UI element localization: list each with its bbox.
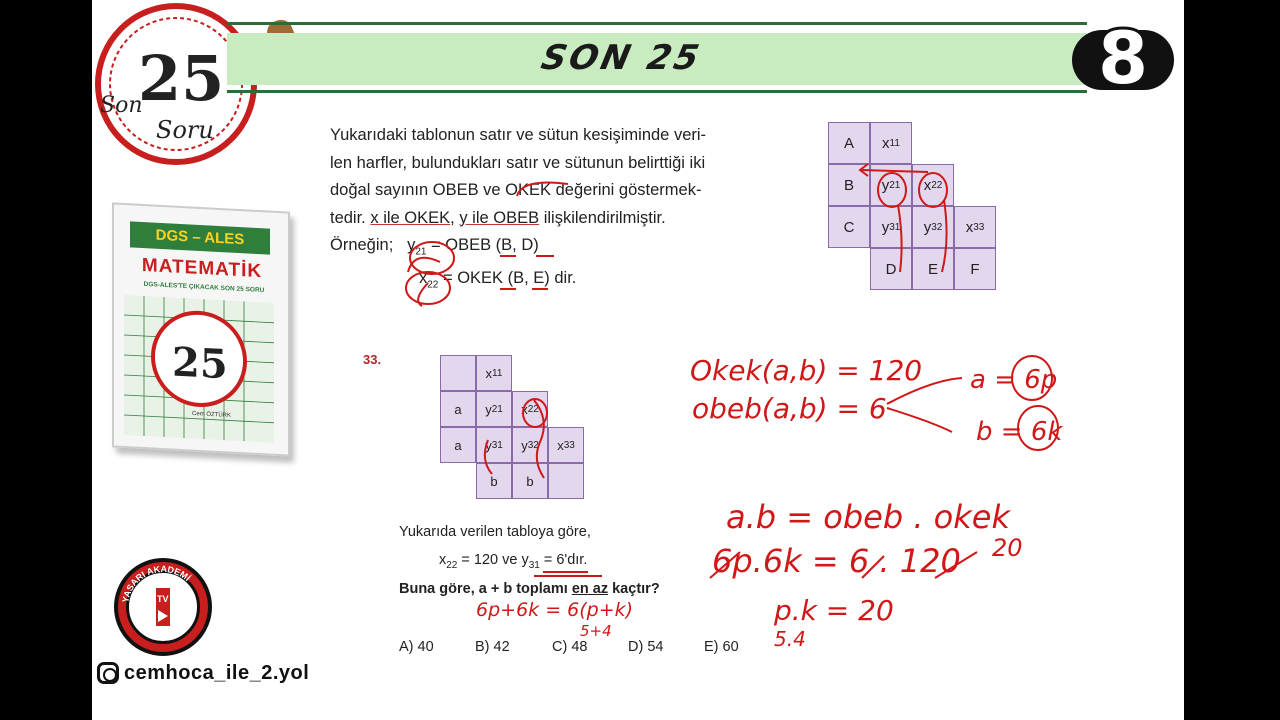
example-var: x [419,269,428,287]
intro-text: tedir. [330,208,366,227]
intro-x-okek: x ile OKEK [370,208,451,227]
svg-text:25: 25 [172,338,228,389]
book-author: Cem ÖZTÜRK [192,410,231,420]
grid-cell-label: x [923,176,932,194]
hw-factors: 5.4 [774,627,806,651]
hw-pk-sum: 5+4 [580,622,612,640]
grid-cell-label: E [927,260,938,278]
book-tagline: DGS-ALES'TE ÇIKACAK SON 25 SORU [143,280,265,295]
grid-cell-label: C [843,218,855,236]
hw-okek: Okek(a,b) = 120 [690,354,923,387]
youtube-badge-text [114,558,212,656]
stamp-line1: Son [100,93,143,118]
choice-d[interactable]: D) 54 [628,639,664,655]
grid-cell-subscript: 22 [527,403,539,415]
intro-line: len harfler, bulundukları satır ve sütunun belirttiği iki [330,153,706,172]
hw-circle-grid-x22 [919,173,947,207]
grid-cell-label: D [885,260,897,278]
hw-pk: p.k = 20 [774,594,894,627]
question-text-1: Yukarıda verilen tabloya göre, [399,524,591,540]
grid-cell-label: y [485,401,492,417]
choice-b[interactable]: B) 42 [475,639,510,655]
handwriting-layer [92,0,1184,720]
example-sub: 21 [415,246,427,258]
instagram-icon [97,662,119,684]
choice-c[interactable]: C) 48 [552,639,588,655]
badge-bottom-text: YOUTUBE [134,619,183,642]
badge-top-text: YASARI AKADEMİ [120,563,193,604]
q-text: = 6'dır. [543,552,588,568]
grid-cell-label: B [843,176,854,194]
q-text: = 120 ve [461,552,522,568]
choice-a[interactable]: A) 40 [399,639,434,655]
worksheet-page [92,0,1184,720]
q-text: Buna göre, a + b toplamı [399,581,572,597]
q-var: y [521,552,529,568]
hw-circle-x22 [406,272,450,304]
grid-cell-label: x [965,218,974,236]
q-sub: 22 [446,559,458,571]
q-emphasis: en az [571,581,609,597]
grid-cell-subscript: 32 [527,439,539,451]
grid-cell-label: F [970,260,980,278]
grid-cell-label: x [557,437,564,453]
hw-mark-x22 [418,283,428,306]
question-number: 33. [363,352,382,367]
hw-result-sup: 20 [992,534,1023,562]
grid-cell-label: b [490,473,498,489]
example-rest: = OKEK (B, E) dir. [442,269,577,287]
grid-cell-subscript: 33 [563,439,575,451]
hw-arrow-q-x22 [534,400,544,478]
hw-a: a = 6p [970,365,1058,395]
grid-cell-label: y [881,176,890,194]
grid-cell-subscript: 11 [492,367,503,379]
grid-cell-label: x [521,401,528,417]
grid-cell-subscript: 31 [491,439,503,451]
grid-cell-label: y [521,437,528,453]
stamp-line2: Soru [156,116,214,144]
hw-formula: a.b = obeb . okek [726,498,1010,536]
intro-y-obeb: y ile OBEB [459,208,540,227]
example-rest: = OBEB (B, D) [431,236,539,254]
social-handle[interactable]: cemhoca_ile_2.yol [124,662,310,684]
intro-text: ilişkilendirilmiştir. [543,208,666,227]
grid-cell-subscript: 32 [931,221,943,233]
grid-cell-label: b [526,473,534,489]
book-subject: MATEMATİK [141,254,263,283]
hw-arrow-x22-left [862,170,928,172]
q-text: kaçtır? [608,581,660,597]
hw-arrow-y21-down [898,205,902,272]
grid-cell-label: a [454,437,462,453]
example-label: Örneğin; [330,236,394,254]
grid-cell-subscript: 31 [889,221,901,233]
grid-cell-label: y [485,437,492,453]
hw-branch-down [887,408,952,432]
example-sub: 22 [427,279,439,291]
hw-arrow-q-y31 [485,437,492,474]
intro-line: Yukarıdaki tablonun satır ve sütun kesişiminde veri- [330,126,707,144]
grid-cell-subscript: 22 [931,179,943,191]
page-number: 8 [1097,16,1149,100]
hw-b: b = 6k [976,417,1063,447]
intro-line: doğal sayının OBEB ve OKEK değerini göstermek- [330,181,702,199]
grid-cell-label: y [923,218,932,236]
grid-cell-subscript: 21 [889,179,901,191]
grid-cell-subscript: 11 [889,137,900,149]
book-series-label: DGS – ALES [130,221,270,254]
grid-cell-label: x [485,365,493,381]
hw-circle-grid-y21 [878,173,906,207]
q-var: x [439,552,447,568]
grid-cell-label: A [843,134,854,152]
grid-cell-subscript: 33 [973,221,985,233]
hw-substitution: 6p.6k = 6 . 120 [712,542,961,580]
intro-comma: , [450,208,455,227]
grid-cell-label: x [882,134,890,152]
choice-e[interactable]: E) 60 [704,639,739,655]
grid-cell-label: a [454,401,462,417]
hw-sum: 6p+6k = 6(p+k) [476,599,634,621]
hw-underline-okek [517,183,568,197]
band-title: SON 25 [537,38,706,78]
badge-tv-text: TV [157,594,169,604]
grid-cell-subscript: 21 [491,403,503,415]
hw-obeb: obeb(a,b) = 6 [692,392,887,425]
hw-arrow-x22-down [942,200,947,272]
q-sub: 31 [528,559,540,571]
grid-cell-label: y [881,218,890,236]
example-var: y [407,236,416,254]
stamp-number: 25 [138,42,225,115]
